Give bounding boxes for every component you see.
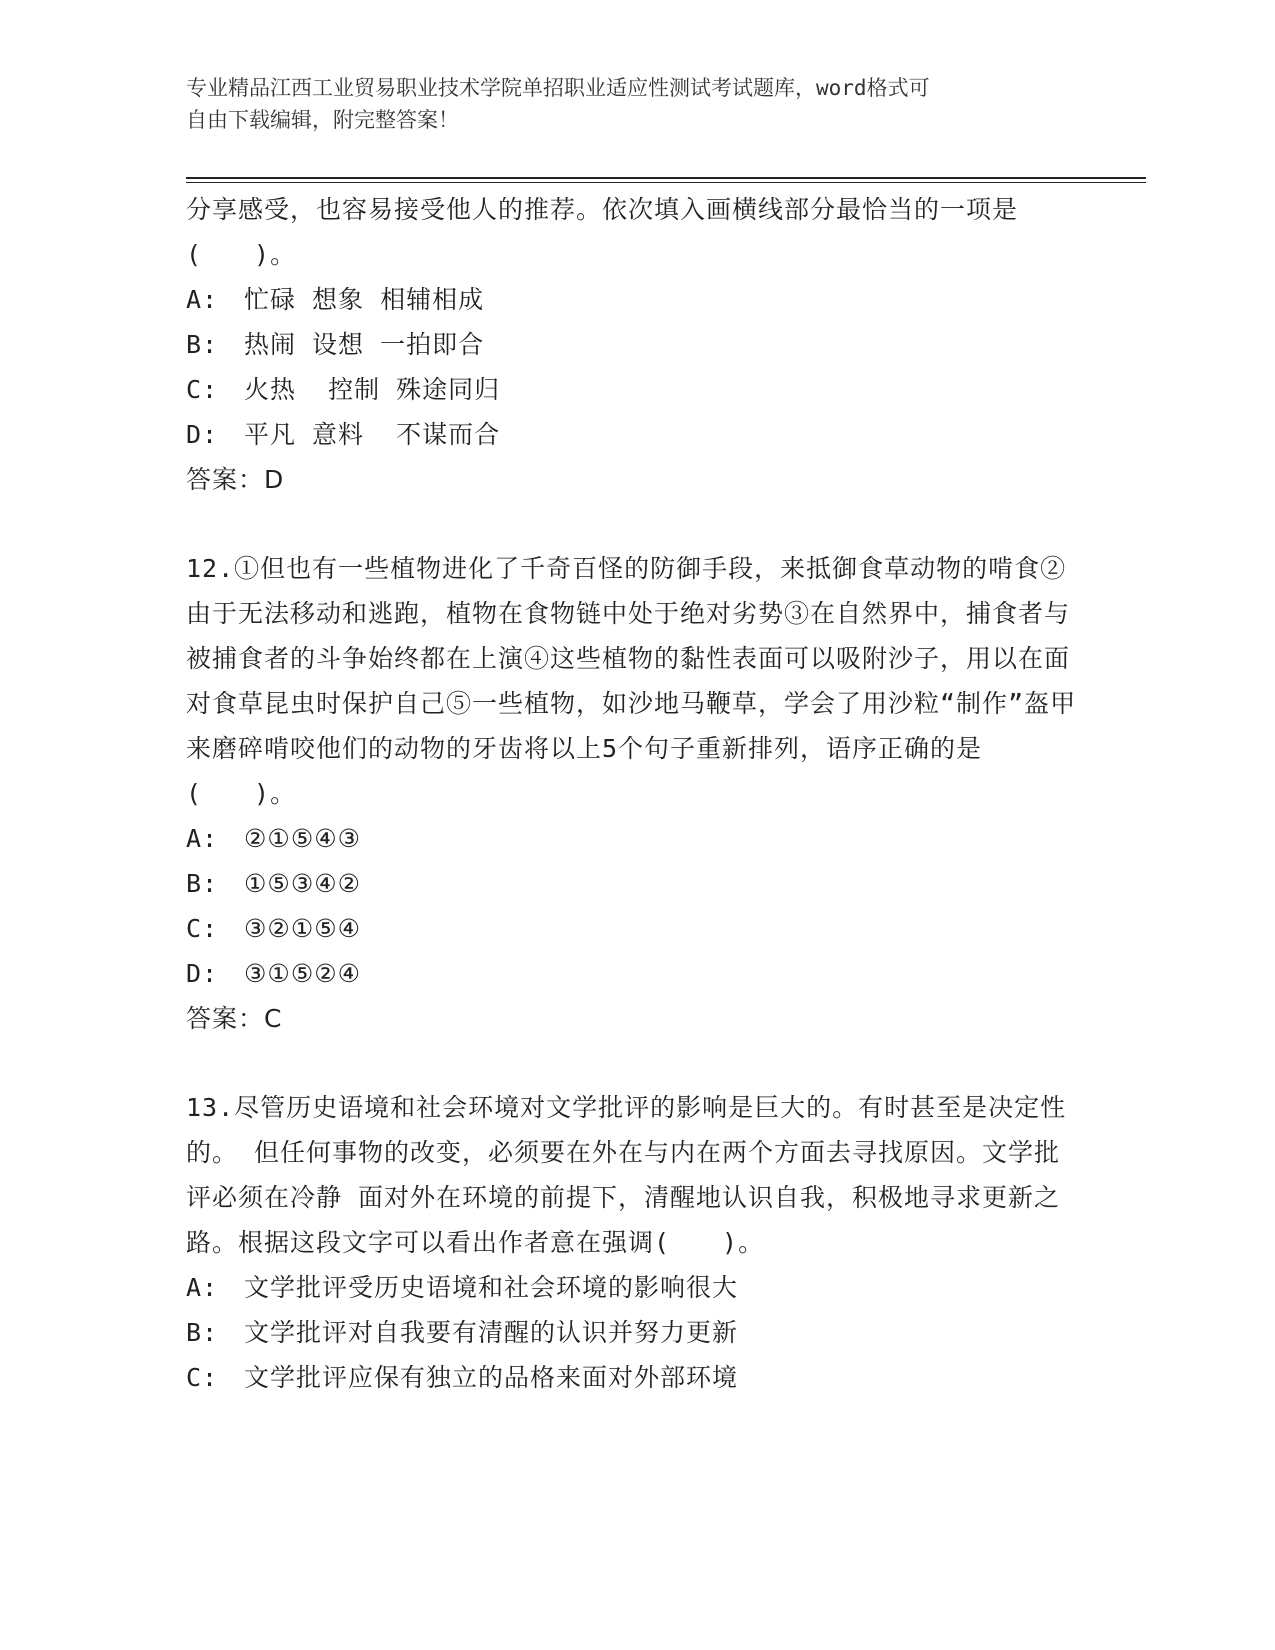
option-text: 文学批评对自我要有清醒的认识并努力更新 [244,1318,739,1347]
q11-option-b [186,322,1086,367]
option-key: C: [186,375,219,404]
header-line-1: 专业精品江西工业贸易职业技术学院单招职业适应性测试考试题库，word格式可 [186,76,930,100]
q12-option-b [186,861,1086,906]
option-text: 文学批评受历史语境和社会环境的影响很大 [244,1273,739,1302]
header-divider [186,177,1146,183]
option-key: A: [186,285,219,314]
option-text: 热闹 设想 一拍即合 [244,330,485,359]
q12-option-a [186,816,1086,861]
q13-option-a [186,1265,1086,1310]
option-text: ③②①⑤④ [244,914,362,943]
option-key: C: [186,1363,219,1392]
option-key: A: [186,824,219,853]
option-key: D: [186,959,219,988]
option-text: 忙碌 想象 相辅相成 [244,285,485,314]
spacer [186,502,1086,546]
q12-stem: 12.①但也有一些植物进化了千奇百怪的防御手段，来抵御食草动物的啃食②由于无法移动和逃跑，植物在食物链中处于绝对劣势③在自然界中，捕食者与被捕食者的斗争始终都在上演④这些植物的黏性表面可以吸附沙子，用以在面对食草昆虫时保护自己⑤一些植物，如沙地马鞭草，学会了用沙粒“制作”盔甲来磨碎啃咬他们的动物的牙齿将以上5个句子重新排列，语序正确的是( )。 [186,554,1077,808]
option-text: 平凡 意料 不谋而合 [244,420,501,449]
q12-option-d [186,951,1086,996]
q12-option-c [186,906,1086,951]
q13-stem: 13.尽管历史语境和社会环境对文学批评的影响是巨大的。有时甚至是决定性的。 但任何事物的改变，必须要在外在与内在两个方面去寻找原因。文学批评必须在冷静 面对外在环境的前提下，清醒地认识自我，积极地寻求更新之路。根据这段文字可以看出作者意在强调( )。 [186,1093,1067,1257]
spacer [186,1041,1086,1085]
question-content [186,187,1086,1400]
q11-answer: 答案：D [186,465,285,494]
option-key: C: [186,914,219,943]
q13-option-c [186,1355,1086,1400]
option-text: 火热 控制 殊途同归 [244,375,501,404]
option-key: B: [186,330,219,359]
page-header [186,72,1066,136]
q11-option-d [186,412,1086,457]
q13-option-b [186,1310,1086,1355]
q11-option-c [186,367,1086,412]
q11-option-a [186,277,1086,322]
header-line-2: 自由下载编辑，附完整答案！ [186,108,459,132]
option-text: ②①⑤④③ [244,824,362,853]
option-text: ①⑤③④② [244,869,362,898]
option-text: ③①⑤②④ [244,959,362,988]
q11-stem: 分享感受，也容易接受他人的推荐。依次填入画横线部分最恰当的一项是( )。 [186,195,1019,269]
option-key: A: [186,1273,219,1302]
q12-answer: 答案：C [186,1004,283,1033]
option-key: B: [186,1318,219,1347]
option-key: D: [186,420,219,449]
option-text: 文学批评应保有独立的品格来面对外部环境 [244,1363,739,1392]
option-key: B: [186,869,219,898]
